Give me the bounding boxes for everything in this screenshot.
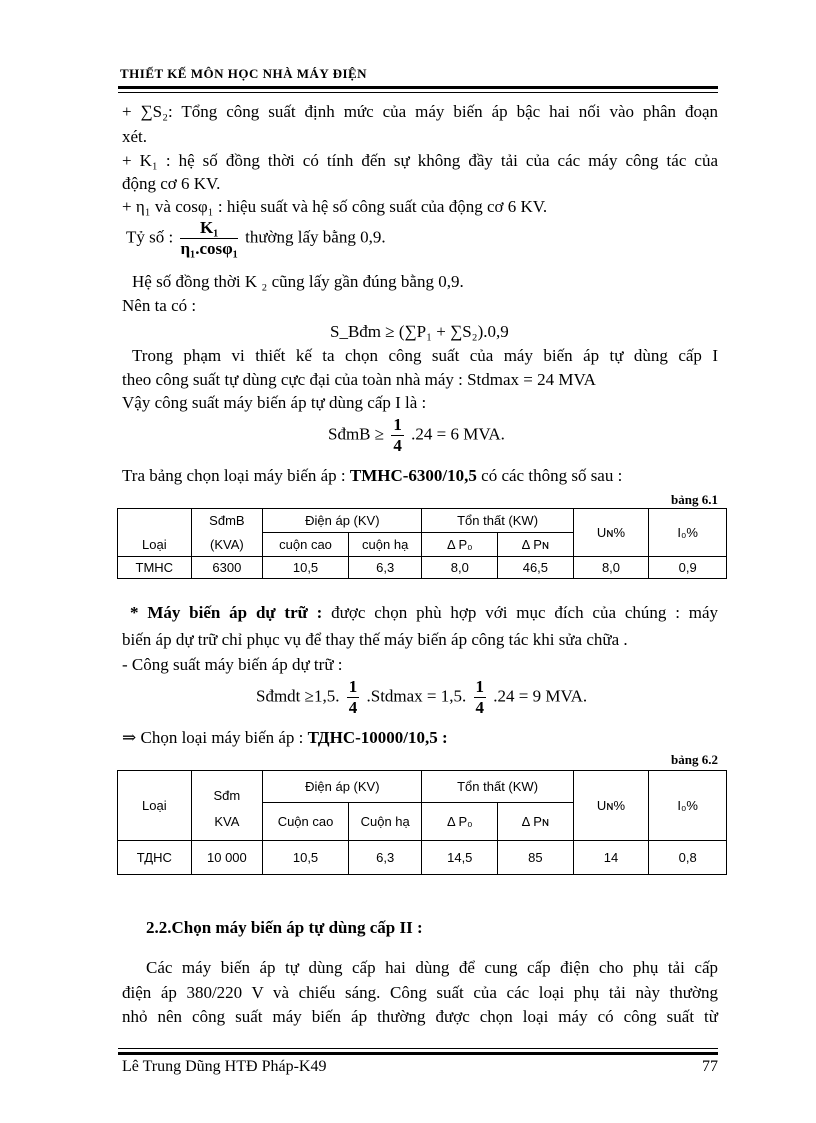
text-line: nhỏ nên công suất máy biến áp thường được chọn loại máy có công suất từ: [122, 1007, 718, 1026]
text-line: [122, 728, 448, 748]
ratio-fraction: [180, 218, 237, 259]
footer-rule-thick: [118, 1052, 718, 1055]
cell: 14,5: [422, 841, 498, 875]
header-cuon-cao: cuộn cao: [263, 533, 349, 557]
ratio-prefix: Tỷ số :: [126, 227, 174, 247]
standby-title: * Máy biến áp dự trữ :: [130, 603, 323, 622]
text-line: Hệ số đồng thời K ₂ cũng lấy gần đúng bằng 0,9.: [132, 272, 464, 291]
text-line: + ∑S₂: Tổng công suất định mức của máy biến áp bậc hai nối vào phân đoạn: [122, 102, 718, 121]
cell: 8,0: [422, 557, 498, 579]
formula-part: Sđmdt ≥1,5.: [256, 686, 340, 706]
cell: 0,9: [649, 557, 727, 579]
cell: 10,5: [263, 557, 349, 579]
formula-sbdm: S_Bđm ≥ (∑P₁ + ∑S₂).0,9: [330, 322, 509, 341]
formula-part: .24 = 9 MVA.: [493, 686, 588, 706]
cell: 6,3: [348, 557, 422, 579]
header-s-unit: (KVA): [191, 533, 263, 557]
cell: 85: [498, 841, 574, 875]
header-cuon-ha: Cuộn hạ: [348, 803, 422, 841]
text-part: có các thông số sau :: [481, 466, 623, 485]
spec-table-1: [117, 508, 727, 579]
header-p0: Δ P₀: [422, 803, 498, 841]
text-line: + η₁ và cosφ₁ : hiệu suất và hệ số công suất của động cơ 6 KV.: [122, 197, 548, 216]
header-rule-thick: [118, 86, 718, 89]
cell: 6,3: [348, 841, 422, 875]
text-line: - Công suất máy biến áp dự trữ :: [122, 655, 343, 674]
header-s-unit: KVA: [191, 803, 263, 841]
formula-right: .24 = 6 MVA.: [411, 424, 505, 444]
table-caption: bảng 6.2: [671, 752, 718, 767]
text-line: xét.: [122, 127, 148, 146]
spec-table-2: [117, 770, 727, 875]
header-un: Uɴ%: [573, 509, 649, 557]
fraction: [391, 415, 404, 456]
header-loai: Loại: [118, 509, 192, 557]
denominator: 4: [475, 698, 485, 717]
table-row: [118, 557, 727, 579]
fraction: [474, 677, 487, 718]
ratio-suffix: thường lấy bằng 0,9.: [245, 227, 386, 247]
text-line: Vậy công suất máy biến áp tự dùng cấp I là :: [122, 393, 427, 412]
cell: ТДНС: [118, 841, 192, 875]
page-number: 77: [702, 1058, 718, 1075]
model-name: TMHC-6300/10,5: [349, 466, 477, 485]
numerator: 1: [348, 677, 358, 696]
header-io: I₀%: [649, 771, 727, 841]
text-line: Trong phạm vi thiết kế ta chọn công suất của máy biến áp tự dùng cấp I: [132, 346, 718, 365]
header-p0: Δ P₀: [422, 533, 498, 557]
ratio-numerator: K₁: [180, 218, 237, 239]
formula-sdmb: [328, 415, 505, 456]
model-name: ТДНС-10000/10,5 :: [307, 728, 448, 747]
cell: 8,0: [573, 557, 649, 579]
formula-sdmdt: [256, 677, 587, 718]
formula-part: .Stdmax = 1,5.: [366, 686, 467, 706]
header-s: Sđm: [191, 771, 263, 803]
text-part: ⇒ Chọn loại máy biến áp :: [122, 728, 304, 747]
header-ton-that: Tổn thất (KW): [422, 509, 573, 533]
header-pn: Δ Pɴ: [498, 803, 574, 841]
formula-left: SđmB ≥: [328, 424, 385, 444]
text-line: + K₁ : hệ số đồng thời có tính đến sự không đầy tải của các máy công tác của: [122, 151, 718, 170]
text-line: [122, 466, 622, 486]
cell: 10 000: [191, 841, 263, 875]
cell: 46,5: [498, 557, 574, 579]
numerator: 1: [475, 677, 485, 696]
header-dien-ap: Điện áp (KV): [263, 771, 422, 803]
header-s: SđmB: [191, 509, 263, 533]
footer-rule-thin: [118, 1048, 718, 1049]
header-io: I₀%: [649, 509, 727, 557]
text-line: [130, 603, 718, 623]
cell: TMHC: [118, 557, 192, 579]
header-ton-that: Tổn thất (KW): [422, 771, 573, 803]
ratio-formula: [126, 218, 386, 259]
table-row: [118, 841, 727, 875]
ratio-denominator: η₁.cosφ₁: [180, 239, 238, 258]
numerator: 1: [393, 415, 402, 434]
cell: 10,5: [263, 841, 349, 875]
header-rule-thin: [118, 92, 718, 93]
cell: 0,8: [649, 841, 727, 875]
page-header: THIẾT KẾ MÔN HỌC NHÀ MÁY ĐIỆN: [120, 66, 368, 81]
section-title: 2.2.Chọn máy biến áp tự dùng cấp II :: [146, 918, 423, 937]
header-loai: Loại: [118, 771, 192, 841]
text-line: biến áp dự trữ chỉ phục vụ để thay thế máy biến áp công tác khi sửa chữa .: [122, 630, 628, 649]
denominator: 4: [348, 698, 358, 717]
cell: 6300: [191, 557, 263, 579]
header-cuon-cao: Cuộn cao: [263, 803, 349, 841]
table-caption: bảng 6.1: [671, 492, 718, 507]
fraction: [347, 677, 360, 718]
text-line: theo công suất tự dùng cực đại của toàn nhà máy : Stdmax = 24 MVA: [122, 370, 596, 389]
denominator: 4: [393, 436, 402, 455]
text-part: được chọn phù hợp với mục đích của chúng : máy: [331, 603, 719, 622]
text-line: điện áp 380/220 V và chiếu sáng. Công suất của các loại phụ tải này thường: [122, 983, 718, 1002]
text-line: Nên ta có :: [122, 296, 197, 315]
header-pn: Δ Pɴ: [498, 533, 574, 557]
footer-author: Lê Trung Dũng HTĐ Pháp-K49: [122, 1058, 327, 1075]
text-line: động cơ 6 KV.: [122, 174, 221, 193]
text-part: Tra bảng chọn loại máy biến áp :: [122, 466, 346, 485]
cell: 14: [573, 841, 649, 875]
header-un: Uɴ%: [573, 771, 649, 841]
header-dien-ap: Điện áp (KV): [263, 509, 422, 533]
text-line: Các máy biến áp tự dùng cấp hai dùng để cung cấp điện cho phụ tải cấp: [146, 958, 718, 977]
header-cuon-ha: cuộn hạ: [348, 533, 422, 557]
